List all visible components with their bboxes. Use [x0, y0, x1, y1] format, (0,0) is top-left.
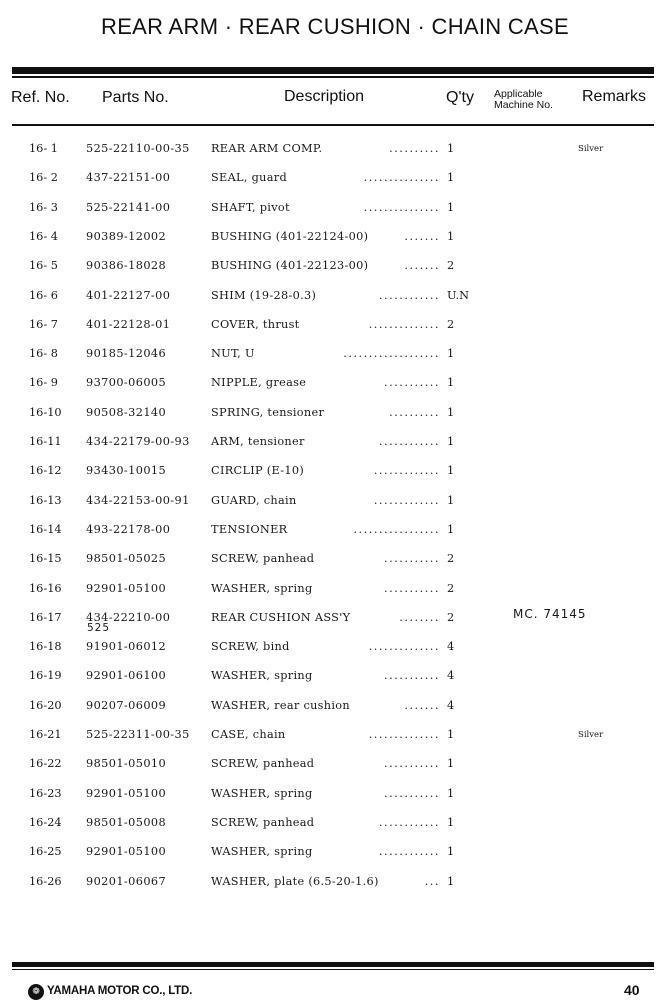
part-number: 90386-18028 — [86, 259, 167, 273]
remark: Silver — [578, 730, 604, 740]
handwritten-part-correction: 525 — [87, 621, 111, 634]
part-number: 92901-05100 — [86, 845, 167, 859]
quantity: 2 — [447, 317, 455, 331]
part-number: 434-22179-00-93 — [86, 435, 190, 448]
table-row — [0, 464, 670, 484]
quantity: 1 — [447, 200, 455, 214]
dot-leader: ........... — [383, 581, 440, 595]
applicable-line-1: Applicable — [494, 88, 543, 100]
quantity: 1 — [447, 757, 455, 771]
dot-leader: ....... — [404, 698, 440, 712]
description: WASHER, spring — [211, 786, 313, 800]
dot-leader: ............ — [378, 815, 440, 829]
description: BUSHING (401-22123-00) — [211, 259, 369, 273]
quantity: 1 — [447, 142, 455, 155]
table-row — [0, 142, 670, 162]
quantity: 4 — [447, 698, 455, 712]
dot-leader: ... — [424, 874, 440, 888]
part-number: 98501-05010 — [86, 757, 167, 771]
description: SCREW, panhead — [211, 552, 315, 566]
dot-leader: ................... — [343, 347, 440, 361]
dot-leader: ............... — [363, 171, 440, 185]
ref-number: 16-16 — [29, 581, 62, 595]
description: GUARD, chain — [211, 493, 297, 507]
description: SHIM (19-28-0.3) — [211, 288, 317, 302]
ref-number: 16-11 — [29, 435, 62, 448]
table-row — [0, 845, 670, 865]
description: WASHER, spring — [211, 669, 313, 683]
dot-leader: ............ — [378, 288, 440, 302]
dot-leader: ........... — [383, 552, 440, 566]
handwritten-machine-no: MC. 74145 — [513, 606, 587, 621]
applicable-line-2: Machine No. — [494, 99, 553, 111]
dot-leader: ........... — [383, 757, 440, 771]
table-row — [0, 728, 670, 748]
part-number: 525-22141-00 — [86, 200, 171, 214]
footer-brand: YAMAHA MOTOR CO., LTD. — [47, 985, 193, 997]
description: SCREW, panhead — [211, 815, 315, 829]
ref-number: 16- 5 — [29, 259, 58, 273]
part-number: 525-22110-00-35 — [86, 142, 190, 155]
part-number: 525-22311-00-35 — [86, 728, 190, 741]
description: COVER, thrust — [211, 317, 300, 331]
table-row — [0, 875, 670, 895]
ref-number: 16-10 — [29, 405, 62, 419]
quantity: 1 — [447, 376, 455, 390]
quantity: 1 — [447, 728, 455, 741]
ref-number: 16- 1 — [29, 142, 58, 155]
ref-number: 16- 4 — [29, 229, 58, 243]
description: CIRCLIP (E-10) — [211, 464, 305, 478]
part-number: 90185-12046 — [86, 347, 167, 361]
table-row — [0, 406, 670, 426]
part-number: 93430-10015 — [86, 464, 167, 478]
part-number: 92901-05100 — [86, 786, 167, 800]
quantity: 1 — [447, 815, 455, 829]
column-header-applicable — [494, 89, 553, 111]
description: SEAL, guard — [211, 171, 288, 185]
description: NIPPLE, grease — [211, 376, 307, 390]
ref-number: 16- 9 — [29, 376, 58, 390]
dot-leader: ............ — [378, 435, 440, 448]
header-bottom-rule — [12, 124, 654, 126]
part-number: 92901-05100 — [86, 581, 167, 595]
ref-number: 16-25 — [29, 845, 62, 859]
dot-leader: .............. — [368, 317, 440, 331]
description: BUSHING (401-22124-00) — [211, 229, 369, 243]
yamaha-logo-icon: ❁ — [28, 984, 44, 1000]
description: SCREW, bind — [211, 640, 290, 654]
part-number: 401-22128-01 — [86, 317, 171, 331]
quantity: U.N — [447, 288, 469, 302]
description: SHAFT, pivot — [211, 200, 290, 214]
table-row — [0, 347, 670, 367]
table-row — [0, 582, 670, 602]
quantity: 4 — [447, 669, 455, 683]
column-header-ref: Ref. No. — [11, 89, 70, 106]
footer-rule-thin — [12, 969, 654, 970]
ref-number: 16-15 — [29, 552, 62, 566]
part-number: 98501-05025 — [86, 552, 167, 566]
dot-leader: .............. — [368, 640, 440, 654]
part-number: 437-22151-00 — [86, 171, 171, 185]
part-number: 90207-06009 — [86, 698, 167, 712]
description: WASHER, spring — [211, 845, 313, 859]
table-row — [0, 757, 670, 777]
ref-number: 16-22 — [29, 757, 62, 771]
table-row — [0, 523, 670, 543]
part-number: 434-22153-00-91 — [86, 493, 190, 507]
part-number: 98501-05008 — [86, 815, 167, 829]
part-number: 92901-06100 — [86, 669, 167, 683]
ref-number: 16-23 — [29, 786, 62, 800]
ref-number: 16-26 — [29, 874, 62, 888]
quantity: 1 — [447, 405, 455, 419]
dot-leader: .......... — [389, 405, 440, 419]
dot-leader: ................. — [353, 522, 440, 536]
page-number: 40 — [624, 982, 640, 998]
dot-leader: ........... — [383, 376, 440, 390]
table-row — [0, 640, 670, 660]
ref-number: 16- 7 — [29, 317, 58, 331]
table-row — [0, 201, 670, 221]
part-number: 401-22127-00 — [86, 288, 171, 302]
ref-number: 16-19 — [29, 669, 62, 683]
description: WASHER, spring — [211, 581, 313, 595]
ref-number: 16-20 — [29, 698, 62, 712]
description: TENSIONER — [211, 522, 288, 536]
part-number: 91901-06012 — [86, 640, 167, 654]
footer-rule — [12, 962, 654, 967]
column-header-parts: Parts No. — [102, 89, 169, 106]
quantity: 1 — [447, 493, 455, 507]
description: NUT, U — [211, 347, 255, 361]
ref-number: 16-14 — [29, 522, 62, 536]
ref-number: 16-13 — [29, 493, 62, 507]
quantity: 1 — [447, 786, 455, 800]
column-header-description: Description — [284, 88, 365, 105]
ref-number: 16- 8 — [29, 347, 58, 361]
table-row — [0, 816, 670, 836]
ref-number: 16-12 — [29, 464, 62, 478]
dot-leader: ........... — [383, 786, 440, 800]
quantity: 4 — [447, 640, 455, 654]
dot-leader: .............. — [368, 728, 440, 741]
table-row — [0, 289, 670, 309]
header-top-rule — [12, 67, 654, 74]
dot-leader: ............. — [373, 464, 440, 478]
table-row — [0, 259, 670, 279]
description: SPRING, tensioner — [211, 405, 325, 419]
ref-number: 16-17 — [29, 610, 62, 624]
page-title: REAR ARM · REAR CUSHION · CHAIN CASE — [101, 14, 569, 39]
quantity: 1 — [447, 845, 455, 859]
table-row — [0, 376, 670, 396]
quantity: 2 — [447, 610, 455, 624]
quantity: 1 — [447, 874, 455, 888]
dot-leader: ....... — [404, 229, 440, 243]
description: ARM, tensioner — [211, 435, 305, 448]
table-row — [0, 171, 670, 191]
description: CASE, chain — [211, 728, 286, 741]
quantity: 2 — [447, 581, 455, 595]
part-number: 90201-06067 — [86, 874, 167, 888]
ref-number: 16-18 — [29, 640, 62, 654]
quantity: 2 — [447, 259, 455, 273]
part-number: 434-22210-00 — [86, 610, 171, 624]
quantity: 1 — [447, 229, 455, 243]
dot-leader: .......... — [389, 142, 440, 155]
description: REAR CUSHION ASS'Y — [211, 610, 351, 624]
quantity: 1 — [447, 522, 455, 536]
dot-leader: ............. — [373, 493, 440, 507]
quantity: 1 — [447, 464, 455, 478]
table-row — [0, 669, 670, 689]
part-number: 493-22178-00 — [86, 522, 171, 536]
table-row — [0, 787, 670, 807]
table-row — [0, 699, 670, 719]
dot-leader: ............... — [363, 200, 440, 214]
quantity: 2 — [447, 552, 455, 566]
part-number: 93700-06005 — [86, 376, 167, 390]
ref-number: 16-21 — [29, 728, 62, 741]
remark: Silver — [578, 144, 604, 154]
part-number: 90389-12002 — [86, 229, 167, 243]
ref-number: 16- 3 — [29, 200, 58, 214]
ref-number: 16- 2 — [29, 171, 58, 185]
header-mid-rule — [12, 76, 654, 78]
quantity: 1 — [447, 435, 455, 448]
quantity: 1 — [447, 347, 455, 361]
table-row — [0, 318, 670, 338]
dot-leader: ........... — [383, 669, 440, 683]
description: WASHER, rear cushion — [211, 698, 350, 712]
quantity: 1 — [447, 171, 455, 185]
description: SCREW, panhead — [211, 757, 315, 771]
table-row — [0, 552, 670, 572]
dot-leader: ....... — [404, 259, 440, 273]
column-header-remarks: Remarks — [582, 88, 647, 105]
dot-leader: ........ — [399, 610, 440, 624]
description: REAR ARM COMP. — [211, 142, 323, 155]
column-header-qty: Q'ty — [446, 89, 474, 106]
ref-number: 16- 6 — [29, 288, 58, 302]
dot-leader: ............ — [378, 845, 440, 859]
table-row — [0, 494, 670, 514]
table-row — [0, 230, 670, 250]
ref-number: 16-24 — [29, 815, 62, 829]
table-row — [0, 606, 670, 634]
description: WASHER, plate (6.5-20-1.6) — [211, 874, 379, 888]
part-number: 90508-32140 — [86, 405, 167, 419]
table-row — [0, 435, 670, 455]
